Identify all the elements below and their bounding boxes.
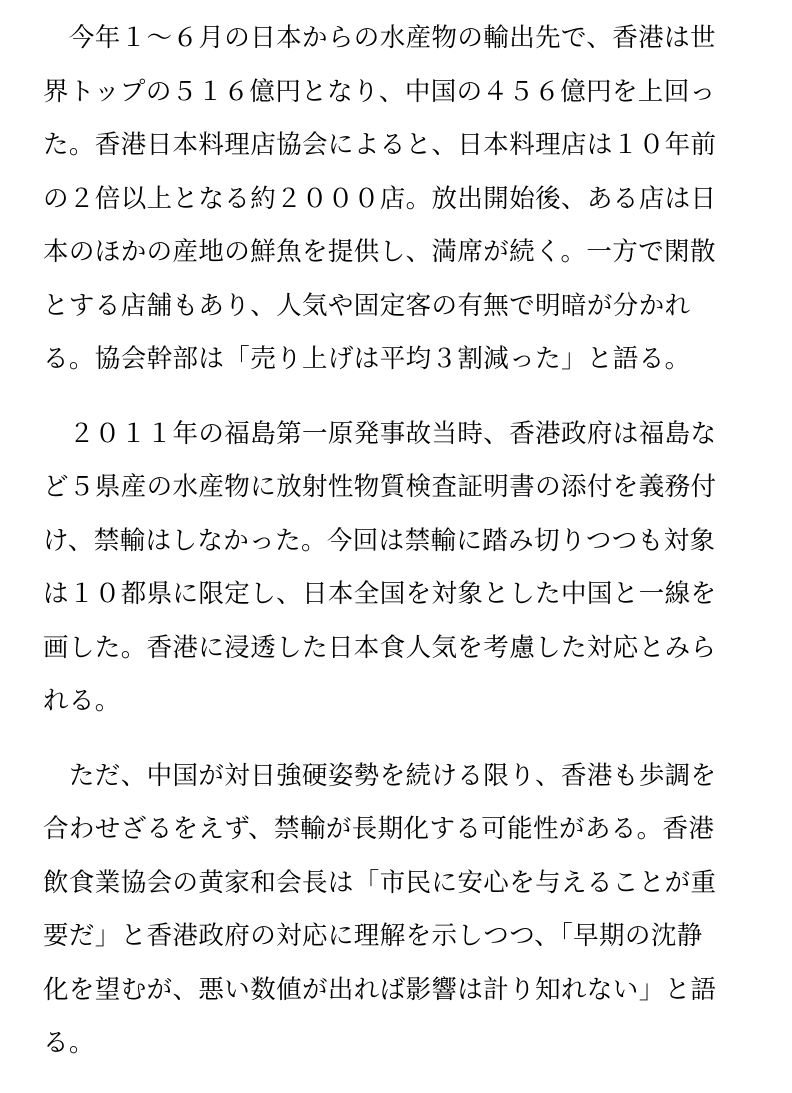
text-line: 界トップの５１６億円となり、中国の４５６億円を上回っ (43, 76, 716, 107)
text-line: 合わせざるをえず、禁輸が長期化する可能性がある。香港 (43, 814, 715, 844)
text-line: の２倍以上となる約２０００店。放出開始後、ある店は日 (43, 183, 717, 214)
text-line: 本のほかの産地の鮮魚を提供し、満席が続く。一方で閑散 (43, 237, 716, 267)
text-line: 今年１～６月の日本からの水産物の輸出先で、香港は世 (43, 23, 716, 53)
paragraph-3 (43, 750, 752, 1071)
text-line: る。協会幹部は「売り上げは平均３割減った」と語る。 (43, 344, 691, 374)
paragraph-1 (43, 12, 752, 387)
text-line: 画した。香港に浸透した日本食人気を考慮した対応とみら (43, 632, 717, 663)
text-line: 飲食業協会の黄家和会長は「市民に安心を与えることが重 (43, 867, 717, 898)
text-line: ただ、中国が対日強硬姿勢を続ける限り、香港も歩調を (43, 760, 717, 791)
text-line: ど５県産の水産物に放射性物質検査証明書の添付を義務付 (43, 472, 717, 502)
text-line: とする店舗もあり、人気や固定客の有無で明暗が分かれ (43, 290, 691, 321)
paragraph-2 (43, 408, 752, 729)
text-line: 要だ」と香港政府の対応に理解を示しつつ、「早期の沈静 (43, 921, 703, 951)
text-line: た。香港日本料理店協会によると、日本料理店は１０年前 (43, 130, 717, 160)
text-line: れる。 (43, 686, 121, 716)
text-line: け、禁輸はしなかった。今回は禁輸に踏み切りつつも対象 (43, 525, 716, 556)
text-line: ２０１１年の福島第一原発事故当時、香港政府は福島な (43, 418, 717, 449)
text-line: る。 (43, 1028, 95, 1058)
text-line: は１０都県に限定し、日本全国を対象とした中国と一線を (43, 579, 717, 609)
text-line: 化を望むが、悪い数値が出れば影響は計り知れない」と語 (43, 974, 717, 1005)
